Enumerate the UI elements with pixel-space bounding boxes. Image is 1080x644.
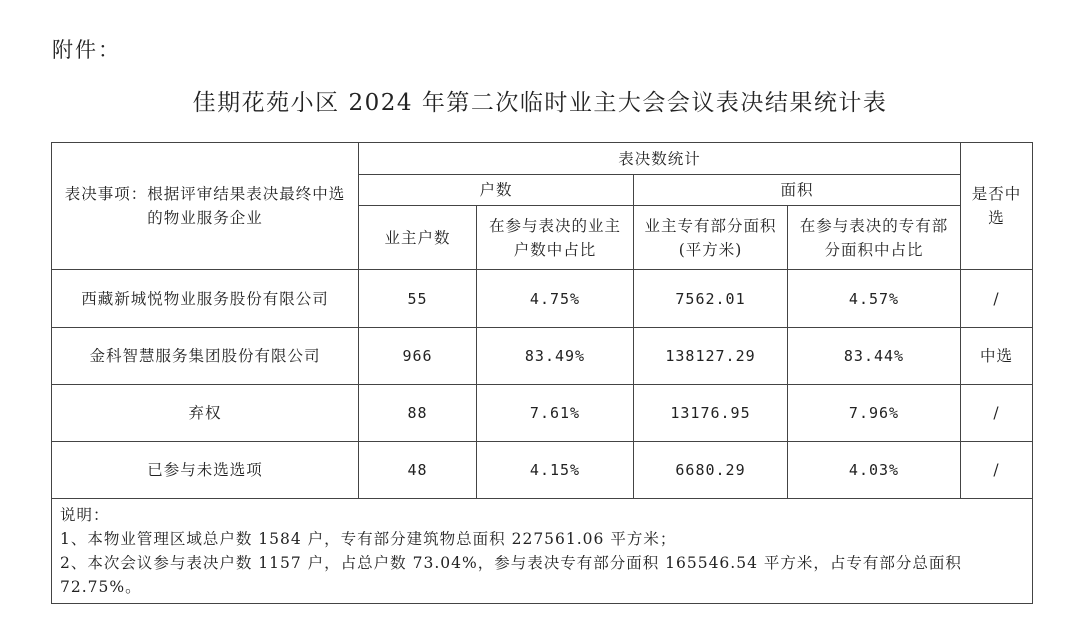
selected-cell: / (961, 442, 1033, 499)
selected-cell: / (961, 385, 1033, 442)
attachment-label: 附件： (52, 38, 121, 62)
notes-cell (52, 499, 1033, 604)
households-cell: 48 (359, 442, 477, 499)
stats-header: 表决数统计 (359, 143, 961, 175)
households-pct-cell: 83.49% (477, 328, 634, 385)
table-row (52, 328, 1033, 385)
vote-results-table (51, 142, 1033, 604)
area-pct-cell: 4.03% (788, 442, 961, 499)
col-area: 业主专有部分面积(平方米) (634, 206, 788, 270)
area-group-header: 面积 (634, 175, 961, 206)
notes-heading: 说明： (60, 506, 110, 524)
col-owner-count: 业主户数 (359, 206, 477, 270)
company-name: 西藏新城悦物业服务股份有限公司 (52, 270, 359, 328)
households-pct-cell: 4.75% (477, 270, 634, 328)
note-item: 2、本次会议参与表决户数 1157 户，占总户数 73.04%，参与表决专有部分面积 165546.54 平方米，占专有部分总面积 72.75%。 (60, 554, 962, 596)
area-cell: 13176.95 (634, 385, 788, 442)
header-row-1 (52, 143, 1033, 175)
table-row (52, 270, 1033, 328)
company-name: 金科智慧服务集团股份有限公司 (52, 328, 359, 385)
notes-row (52, 499, 1033, 604)
households-group-header: 户数 (359, 175, 634, 206)
area-pct-cell: 4.57% (788, 270, 961, 328)
note-item: 1、本物业管理区域总户数 1584 户，专有部分建筑物总面积 227561.06 平方米； (60, 530, 677, 548)
company-name: 已参与未选选项 (52, 442, 359, 499)
col-area-pct: 在参与表决的专有部分面积中占比 (788, 206, 961, 270)
company-name: 弃权 (52, 385, 359, 442)
area-cell: 138127.29 (634, 328, 788, 385)
area-pct-cell: 7.96% (788, 385, 961, 442)
table-row (52, 442, 1033, 499)
col-owner-pct: 在参与表决的业主户数中占比 (477, 206, 634, 270)
item-header: 表决事项：根据评审结果表决最终中选的物业服务企业 (52, 143, 359, 270)
area-pct-cell: 83.44% (788, 328, 961, 385)
households-cell: 55 (359, 270, 477, 328)
document-title: 佳期花苑小区 2024 年第二次临时业主大会会议表决结果统计表 (192, 90, 888, 116)
area-cell: 7562.01 (634, 270, 788, 328)
selected-cell: / (961, 270, 1033, 328)
households-pct-cell: 4.15% (477, 442, 634, 499)
households-pct-cell: 7.61% (477, 385, 634, 442)
selected-cell: 中选 (961, 328, 1033, 385)
households-cell: 88 (359, 385, 477, 442)
area-cell: 6680.29 (634, 442, 788, 499)
table-row (52, 385, 1033, 442)
selected-header: 是否中选 (961, 143, 1033, 270)
households-cell: 966 (359, 328, 477, 385)
